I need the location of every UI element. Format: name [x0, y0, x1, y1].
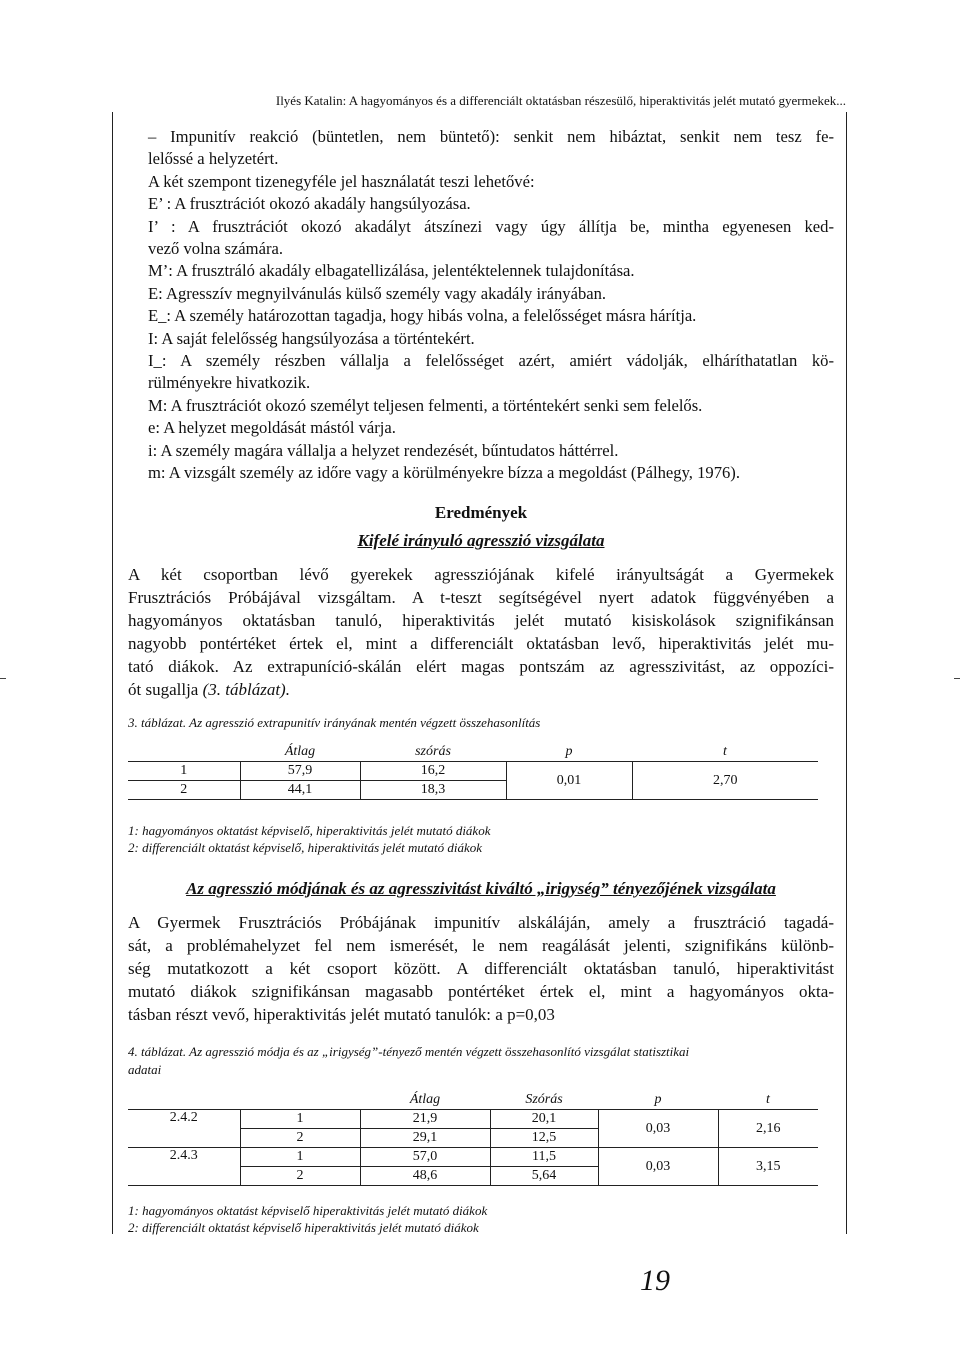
paragraph-line: A két csoportban lévő gyerekek agressziójának kifelé irányultságát a Gyermekek — [128, 565, 834, 584]
table3-mean: 44,1 — [240, 781, 360, 800]
table4-block-label: 2.4.2 — [128, 1110, 240, 1148]
table3-header-row — [128, 743, 818, 762]
table3-header-mean: Átlag — [240, 743, 360, 762]
section2-paragraph — [128, 911, 834, 1026]
definition-line: M’: A frusztráló akadály elbagatellizálása, jelentéktelennek tulajdonítása. — [148, 261, 635, 281]
table4-group: 1 — [240, 1110, 360, 1129]
left-margin-rule — [112, 112, 113, 1234]
paragraph-line: Frusztrációs Próbájával vizsgáltam. A t-teszt segítségével nyert adatok függvényében a — [128, 588, 834, 607]
definition-line: m: A vizsgált személy az időre vagy a körülményekre bízza a megoldást (Pálhegy, 1976). — [148, 463, 740, 483]
definition-line: lelőssé a helyzetért. — [148, 149, 279, 169]
table3-sd: 16,2 — [360, 762, 506, 781]
table3-note-2: 2: differenciált oktatást képviselő, hiperaktivitás jelét mutató diákok — [128, 840, 483, 855]
table4-caption-line1 — [128, 1043, 834, 1061]
paragraph-line-text: ót sugallja — [128, 680, 199, 699]
table3-caption-number: 3. táblázat. — [128, 715, 187, 730]
paragraph-line: tató diákok. Az extrapuníció-skálán elért magas pontszám az agresszivitást, az oppozíci- — [128, 657, 834, 676]
results-title: Eredmények — [434, 503, 528, 522]
crop-mark-right — [954, 678, 960, 679]
table4-header-blank — [128, 1091, 240, 1110]
table3-mean: 57,9 — [240, 762, 360, 781]
table4-t: 3,15 — [718, 1148, 818, 1186]
definition-line: I_: A személy részben vállalja a felelősséget azért, amiért vádolják, elháríthatatlan kö- — [148, 351, 834, 371]
table3-p: 0,01 — [506, 762, 632, 800]
table4-note-2: 2: differenciált oktatást képviselő hiperaktivitás jelét mutató diákok — [128, 1220, 479, 1235]
table4-sd: 5,64 — [490, 1167, 598, 1186]
section1-title: Kifelé irányuló agresszió vizsgálata — [357, 531, 605, 550]
table-row — [128, 1148, 818, 1167]
table4-t: 2,16 — [718, 1110, 818, 1148]
table3-caption — [128, 714, 834, 732]
crop-mark-left — [0, 678, 6, 679]
table3-sd: 18,3 — [360, 781, 506, 800]
table3-caption-text: Az agresszió extrapunitív irányának mentén végzett összehasonlítás — [189, 715, 541, 730]
definition-line: M: A frusztrációt okozó személyt teljesen felmenti, a történtekért senki sem felelős. — [148, 395, 703, 415]
definition-line: vező volna számára. — [148, 239, 283, 259]
paragraph-line: nagyobb pontértéket értek el, mint a differenciált oktatásban levő, hiperaktivitás jelét mu- — [128, 634, 834, 653]
paragraph-line: sát, a problémahelyzet fel nem ismerését, le nem reagálását jelenti, szignifikáns különb- — [128, 936, 834, 955]
definition-line: I: A saját felelősség hangsúlyozása a történtekért. — [148, 328, 475, 348]
definition-line: E’ : A frusztrációt okozó akadály hangsúlyozása. — [148, 194, 471, 214]
table4-header-blank — [240, 1091, 360, 1110]
table-row — [128, 762, 818, 781]
definition-line: I’ : A frusztrációt okozó akadályt átszínezi vagy úgy állítja be, mintha egyenesen ked- — [148, 216, 834, 236]
table3 — [128, 743, 818, 800]
table4 — [128, 1091, 818, 1186]
definition-line: E_: A személy határozottan tagadja, hogy hibás volna, a felelősséget másra hárítja. — [148, 306, 697, 326]
table3-header-t: t — [632, 743, 818, 762]
table4-sd: 20,1 — [490, 1110, 598, 1129]
table3-note-1: 1: hagyományos oktatást képviselő, hiperaktivitás jelét mutató diákok — [128, 823, 491, 838]
paragraph-line — [128, 678, 834, 701]
table4-header-sd: Szórás — [490, 1091, 598, 1110]
table4-sd: 12,5 — [490, 1129, 598, 1148]
table4-mean: 29,1 — [360, 1129, 490, 1148]
table-row — [128, 1110, 818, 1129]
table3-header-p: p — [506, 743, 632, 762]
definition-line: i: A személy magára vállalja a helyzet rendezését, bűntudatos háttérrel. — [148, 440, 619, 460]
definition-list — [148, 126, 834, 485]
table4-group: 1 — [240, 1148, 360, 1167]
table4-block-label: 2.4.3 — [128, 1148, 240, 1186]
table4-note-1: 1: hagyományos oktatást képviselő hiperaktivitás jelét mutató diákok — [128, 1203, 488, 1218]
paragraph-line: ség mutatkozott a két csoport között. A differenciált oktatásban tanuló, hiperaktivitást — [128, 959, 834, 978]
table3-header-sd: szórás — [360, 743, 506, 762]
definition-line: A két szempont tizenegyféle jel használatát teszi lehetővé: — [148, 171, 535, 191]
table4-mean: 57,0 — [360, 1148, 490, 1167]
definition-line: rülményekre hivatkozik. — [148, 373, 311, 393]
table4-caption-text: Az agresszió módja és az „irigység”-tényező mentén végzett összehasonlító vizsgálat statisztikai — [189, 1044, 690, 1059]
table4-group: 2 — [240, 1167, 360, 1186]
definition-line: e: A helyzet megoldását mástól várja. — [148, 418, 396, 438]
page-number: 19 — [640, 1264, 670, 1297]
table4-p: 0,03 — [598, 1148, 718, 1186]
table3-group: 2 — [128, 781, 240, 800]
table3-group: 1 — [128, 762, 240, 781]
running-head: Ilyés Katalin: A hagyományos és a differenciált oktatásban részesülő, hiperaktivitás jelét mutató gyermekek... — [275, 93, 846, 108]
table4-caption-number: 4. táblázat. — [128, 1044, 187, 1059]
table4-header-mean: Átlag — [360, 1091, 490, 1110]
paragraph-line: tásban részt vevő, hiperaktivitás jelét mutató tanulók: a p=0,03 — [128, 1005, 555, 1024]
table4-mean: 48,6 — [360, 1167, 490, 1186]
table4-mean: 21,9 — [360, 1110, 490, 1129]
definition-line: E: Agresszív megnyilvánulás külső személy vagy akadály irányában. — [148, 283, 607, 303]
section1-paragraph — [128, 563, 834, 701]
table4-caption-line2: adatai — [128, 1062, 162, 1077]
table4-header-t: t — [718, 1091, 818, 1110]
table4-p: 0,03 — [598, 1110, 718, 1148]
paragraph-line: A Gyermek Frusztrációs Próbájának impunitív alskáláján, amely a frusztráció tagadá- — [128, 913, 834, 932]
table-reference: (3. táblázat). — [202, 680, 290, 699]
table4-header-row — [128, 1091, 818, 1110]
table4-caption — [128, 1043, 834, 1079]
paragraph-line: hagyományos oktatásban tanuló, hiperaktivitás jelét mutató kisiskolások szignifikánsan — [128, 611, 834, 630]
definition-line: – Impunitív reakció (büntetlen, nem büntető): senkit nem hibáztat, senkit nem tesz fe- — [148, 127, 834, 146]
table4-sd: 11,5 — [490, 1148, 598, 1167]
paragraph-line: mutató diákok szignifikánsan magasabb pontértéket értek el, mint a hagyományos okta- — [128, 982, 834, 1001]
table3-header-blank — [128, 743, 240, 762]
table4-group: 2 — [240, 1129, 360, 1148]
table4-header-p: p — [598, 1091, 718, 1110]
right-margin-rule — [846, 112, 847, 1234]
section2-title: Az agresszió módjának és az agresszivitást kiváltó „irigység” tényezőjének vizsgálata — [186, 879, 776, 898]
table3-t: 2,70 — [632, 762, 818, 800]
